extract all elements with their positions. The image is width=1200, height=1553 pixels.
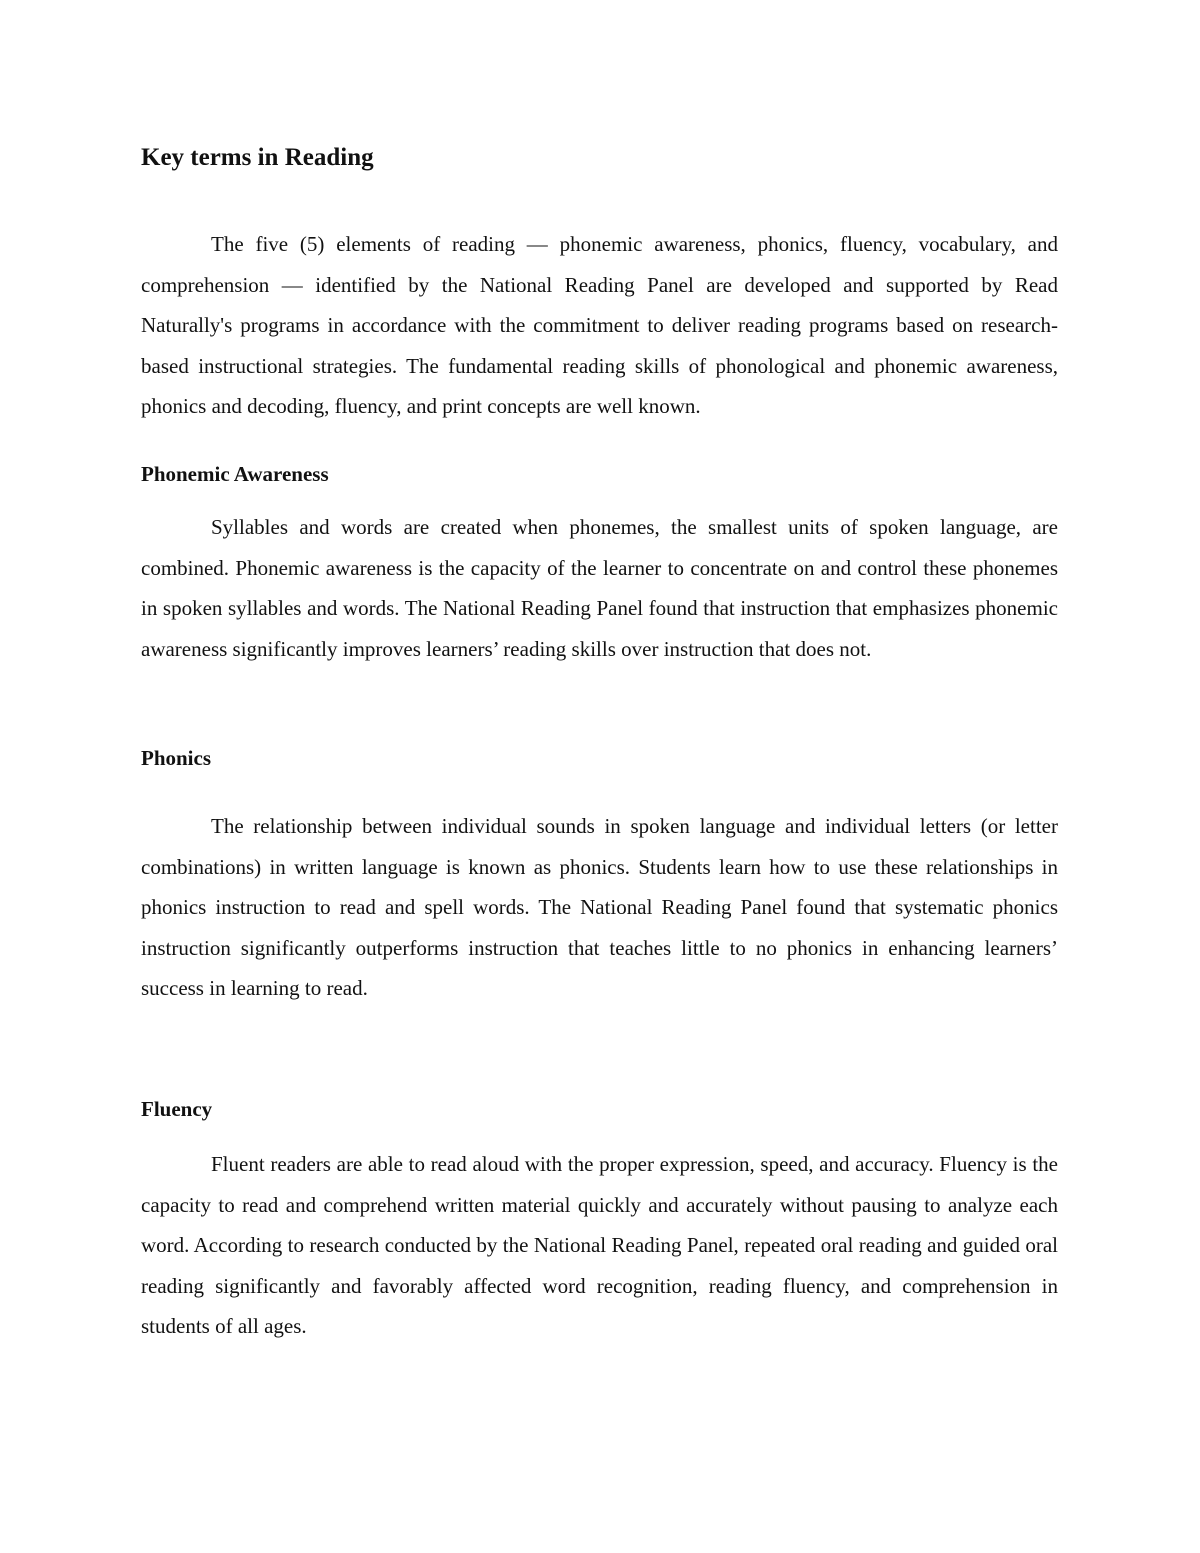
heading-phonemic-awareness: Phonemic Awareness	[141, 462, 329, 486]
intro-paragraph: The five (5) elements of reading — phonemic awareness, phonics, fluency, vocabulary, and comprehension — identified by the National Reading Panel are developed and supported by Read Naturally's programs in accordance with the commitment to deliver reading programs based on research-based instructional strategies. The fundamental reading skills of phonological and phonemic awareness, phonics and decoding, fluency, and print concepts are well known.	[141, 232, 1058, 418]
heading-fluency: Fluency	[141, 1097, 213, 1121]
paragraph-phonics: The relationship between individual sounds in spoken language and individual letters (or letter combinations) in written language is known as phonics. Students learn how to use these relationships in phonics instruction to read and spell words. The National Reading Panel found that systematic phonics instruction significantly outperforms instruction that teaches little to no phonics in enhancing learners’ success in learning to read.	[141, 814, 1058, 1000]
paragraph-fluency: Fluent readers are able to read aloud with the proper expression, speed, and accuracy. Fluency is the capacity to read and comprehend written material quickly and accurately without pausing to analyze each word. According to research conducted by the National Reading Panel, repeated oral reading and guided oral reading significantly and favorably affected word recognition, reading fluency, and comprehension in students of all ages.	[141, 1152, 1058, 1338]
paragraph-phonemic-awareness: Syllables and words are created when phonemes, the smallest units of spoken language, are combined. Phonemic awareness is the capacity of the learner to concentrate on and control these phonemes in spoken syllables and words. The National Reading Panel found that instruction that emphasizes phonemic awareness significantly improves learners’ reading skills over instruction that does not.	[141, 515, 1058, 661]
heading-phonics: Phonics	[141, 746, 212, 770]
document-title: Key terms in Reading	[141, 144, 374, 171]
